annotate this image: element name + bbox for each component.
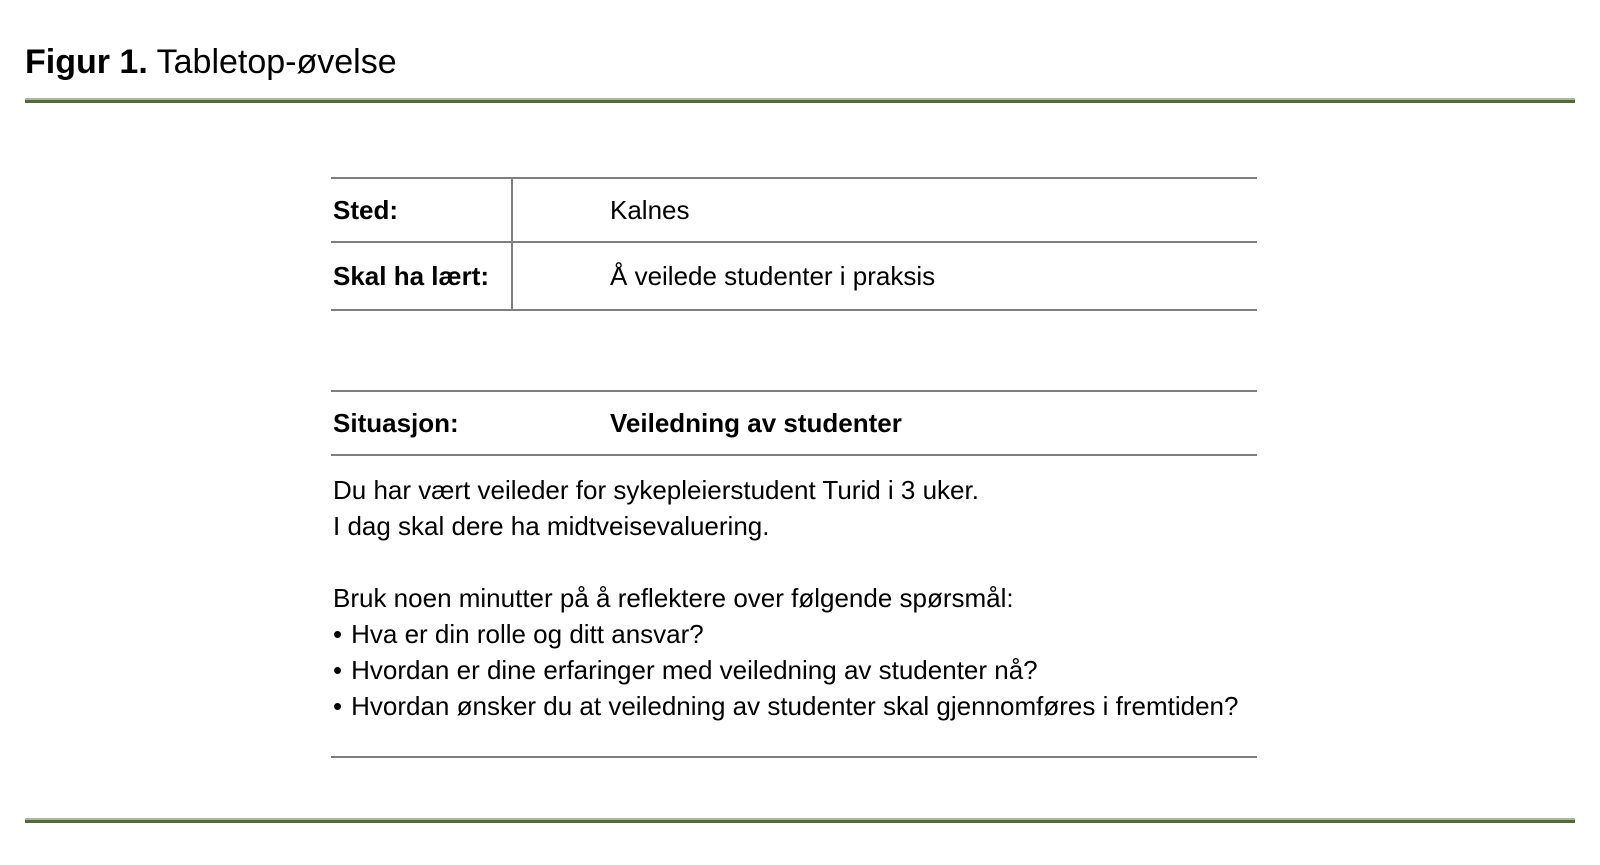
row-label: Skal ha lært:	[331, 243, 513, 309]
paragraph-line: Du har vært veileder for sykepleierstudent Turid i 3 uker.	[333, 475, 979, 505]
table-bottom-border	[331, 756, 1257, 758]
figure-title-text: Tabletop-øvelse	[156, 43, 397, 81]
info-section	[331, 177, 1257, 311]
bullet-icon: •	[333, 691, 343, 721]
bullet-icon: •	[333, 619, 343, 649]
row-value: Å veilede studenter i praksis	[610, 260, 936, 291]
prompt-line: Bruk noen minutter på å reflektere over følgende spørsmål:	[333, 583, 1014, 613]
bottom-green-rule	[25, 818, 1575, 823]
top-green-rule	[25, 98, 1575, 103]
blank-line	[331, 544, 1257, 580]
table-row-situasjon	[331, 390, 1257, 456]
bullet-item	[331, 688, 1257, 724]
section-spacer	[331, 311, 1257, 390]
scenario-body	[331, 456, 1257, 758]
figure-label: Figur 1.	[25, 43, 148, 81]
bullet-text: Hva er din rolle og ditt ansvar?	[351, 619, 704, 649]
bullet-text: Hvordan ønsker du at veiledning av studenter skal gjennomføres i fremtiden?	[351, 691, 1239, 721]
bullet-icon: •	[333, 655, 343, 685]
table-row-skal-ha-laert	[331, 243, 1257, 311]
row-label: Situasjon:	[333, 407, 459, 438]
row-label: Sted:	[331, 179, 513, 241]
row-value: Kalnes	[610, 194, 690, 225]
bullet-item	[331, 616, 1257, 652]
paragraph-line: I dag skal dere ha midtveisevaluering.	[333, 511, 770, 541]
figure-title	[25, 42, 397, 82]
bullet-item	[331, 652, 1257, 688]
row-value: Veiledning av studenter	[610, 407, 902, 438]
bullet-text: Hvordan er dine erfaringer med veiledning av studenter nå?	[351, 655, 1038, 685]
table-row-sted	[331, 179, 1257, 243]
tabletop-exercise-table	[331, 177, 1257, 758]
